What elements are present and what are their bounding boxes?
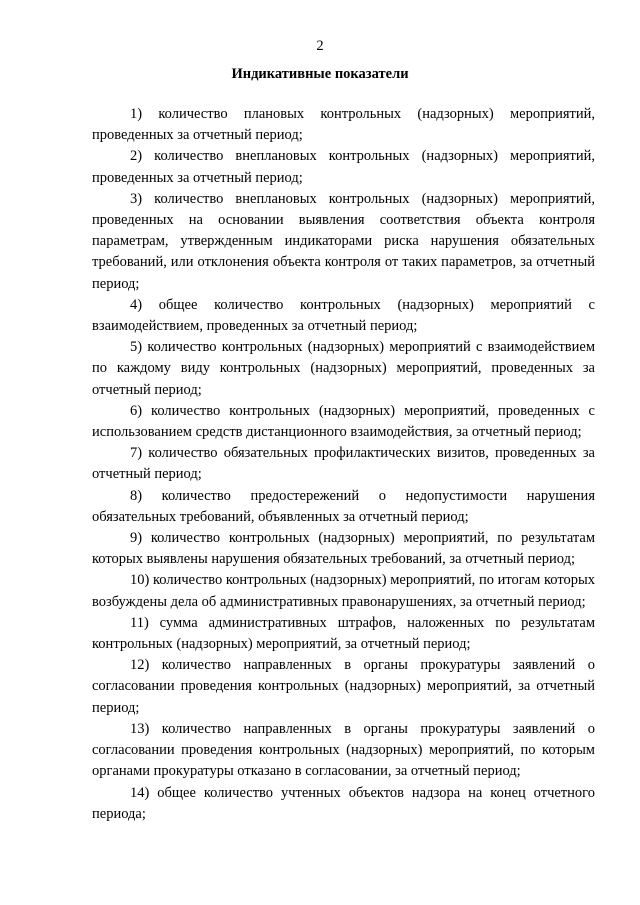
- indicator-item: 12) количество направленных в органы прокуратуры заявлений о согласовании проведения контрольных (надзорных) мероприятий, за отчетный период;: [92, 657, 595, 716]
- indicator-item: 5) количество контрольных (надзорных) мероприятий с взаимодействием по каждому виду контрольных (надзорных) мероприятий, проведенных за отчетный период;: [92, 339, 595, 398]
- indicator-item: 1) количество плановых контрольных (надзорных) мероприятий, проведенных за отчетный период;: [92, 106, 595, 144]
- indicator-item: 10) количество контрольных (надзорных) мероприятий, по итогам которых возбуждены дела об административных правонарушениях, за отчетный период;: [92, 572, 595, 610]
- indicator-item: 7) количество обязательных профилактических визитов, проведенных за отчетный период;: [92, 445, 595, 483]
- page-number: 2: [316, 38, 324, 54]
- document-title: Индикативные показатели: [231, 66, 409, 82]
- indicator-item: 13) количество направленных в органы прокуратуры заявлений о согласовании проведения контрольных (надзорных) мероприятий, по которым органами прокуратуры отказано в согласовании, за отчетный период;: [92, 720, 595, 780]
- indicator-item: 14) общее количество учтенных объектов надзора на конец отчетного периода;: [92, 784, 595, 822]
- indicator-item: 4) общее количество контрольных (надзорных) мероприятий с взаимодействием, проведенных за отчетный период;: [92, 296, 595, 335]
- indicator-item: 9) количество контрольных (надзорных) мероприятий, по результатам которых выявлены нарушения обязательных требований, за отчетный период;: [92, 530, 595, 568]
- indicator-item: 2) количество внеплановых контрольных (надзорных) мероприятий, проведенных за отчетный период;: [92, 148, 595, 186]
- indicator-item: 11) сумма административных штрафов, наложенных по результатам контрольных (надзорных) мероприятий, за отчетный период;: [92, 614, 595, 653]
- indicator-item: 8) количество предостережений о недопустимости нарушения обязательных требований, объявленных за отчетный период;: [92, 487, 595, 525]
- indicator-list: [92, 104, 595, 825]
- indicator-item: 3) количество внеплановых контрольных (надзорных) мероприятий, проведенных на основании выявления соответствия объекта контроля параметрам, утвержденным индикаторами риска нарушения обязательных требований, или отклонения объекта контроля от таких параметров, за отчетный период;: [92, 190, 595, 292]
- indicator-item: 6) количество контрольных (надзорных) мероприятий, проведенных с использованием средств дистанционного взаимодействия, за отчетный период;: [92, 402, 595, 441]
